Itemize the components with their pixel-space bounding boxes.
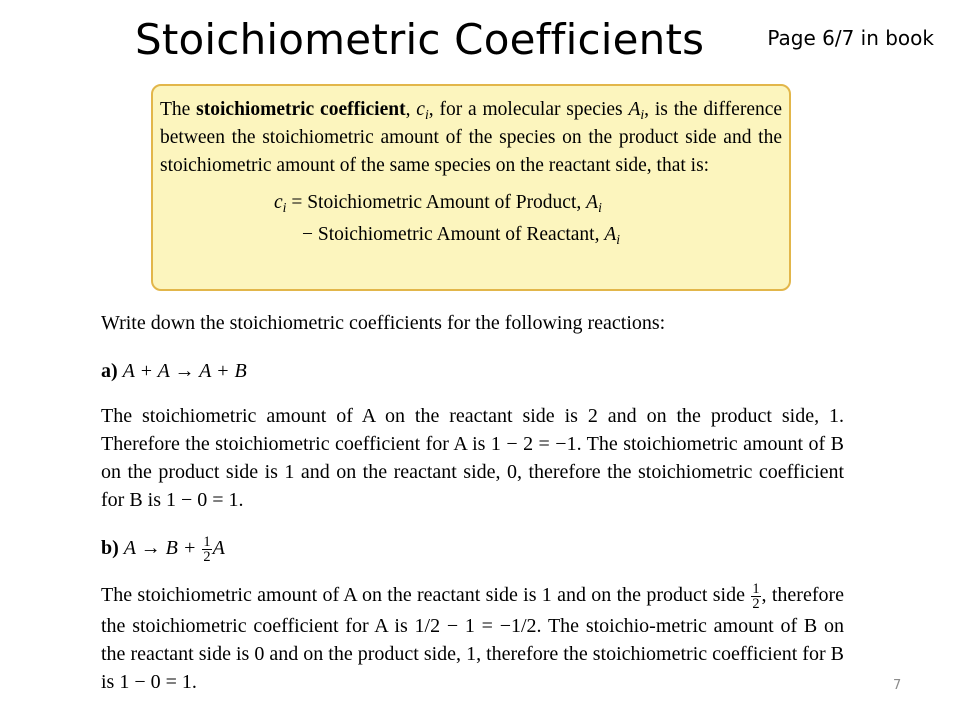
part-b-label: b) (101, 537, 119, 559)
eq-var-sub: i (282, 200, 287, 216)
eq-species-1: A (586, 192, 599, 213)
part-b-solution-pre: The stoichiometric amount of A on the reactant side is 1 and on the product side (101, 584, 745, 607)
part-b-heading (101, 534, 844, 564)
definition-rest: , is the difference between the stoichiometric amount of the species on the product side and the stoichiometric amount of the same species on the reactant side, that is: (160, 99, 783, 176)
eq-species-2-sub: i (616, 232, 621, 248)
slide-title: Stoichiometric Coefficients (135, 15, 705, 64)
half-inline-numerator: 1 (752, 580, 760, 597)
definition-equation (160, 187, 782, 251)
definition-species-sub: i (640, 107, 645, 123)
eq-species-2: A (604, 224, 617, 245)
part-a-label: a) (101, 360, 118, 382)
definition-text (160, 96, 782, 180)
definition-box (151, 84, 791, 291)
part-a-solution: The stoichiometric amount of A on the reactant side is 2 and on the product side, 1. Therefore the stoichiometric coefficient for A is 1 − 2 = −1. The stoichiometric amount of B on the product side is 1 and on the reactant side, 0, therefore the stoichiometric coefficient for B is 1 − 0 = 1. (101, 405, 844, 511)
part-b-solution-post: , therefore the stoichiometric coefficient for A is 1/2 − 1 = −1/2. The stoichio-metric amount of B on the reactant side is 0 and on the product side, 1, therefore the stoichiometric coefficient for B is 1 − 0 = 1. (101, 584, 845, 693)
part-b-solution (101, 581, 844, 695)
half-fraction (202, 535, 211, 565)
definition-var-sub: i (424, 107, 429, 123)
slide-number: 7 (893, 678, 902, 693)
eq-var: c (274, 192, 283, 213)
eq-species-1-sub: i (598, 200, 602, 216)
equation-line-2 (274, 219, 782, 251)
part-b-equation-post: A (212, 537, 225, 559)
definition-lead: The (160, 99, 191, 120)
half-inline-denominator: 2 (752, 596, 760, 613)
half-numerator: 1 (203, 533, 211, 550)
part-a-equation: A + A → A + B (122, 360, 247, 382)
half-fraction-inline (751, 582, 760, 612)
eq-line1-text: = Stoichiometric Amount of Product, (286, 192, 587, 213)
definition-mid: , for a molecular species (428, 99, 623, 120)
definition-species: A (628, 99, 641, 120)
exercise-intro: Write down the stoichiometric coefficients for the following reactions: (101, 312, 666, 334)
definition-separator: , (405, 99, 411, 120)
definition-term: stoichiometric coefficient (196, 99, 406, 120)
part-a-heading (101, 357, 844, 385)
exercise-content (101, 309, 844, 696)
eq-line2-text: − Stoichiometric Amount of Reactant, (302, 224, 605, 245)
equation-line-1 (274, 187, 782, 219)
page-reference: Page 6/7 in book (767, 26, 934, 50)
half-denominator: 2 (203, 548, 211, 565)
part-b-equation-pre: A → B + (123, 537, 202, 559)
definition-var: c (416, 99, 425, 120)
